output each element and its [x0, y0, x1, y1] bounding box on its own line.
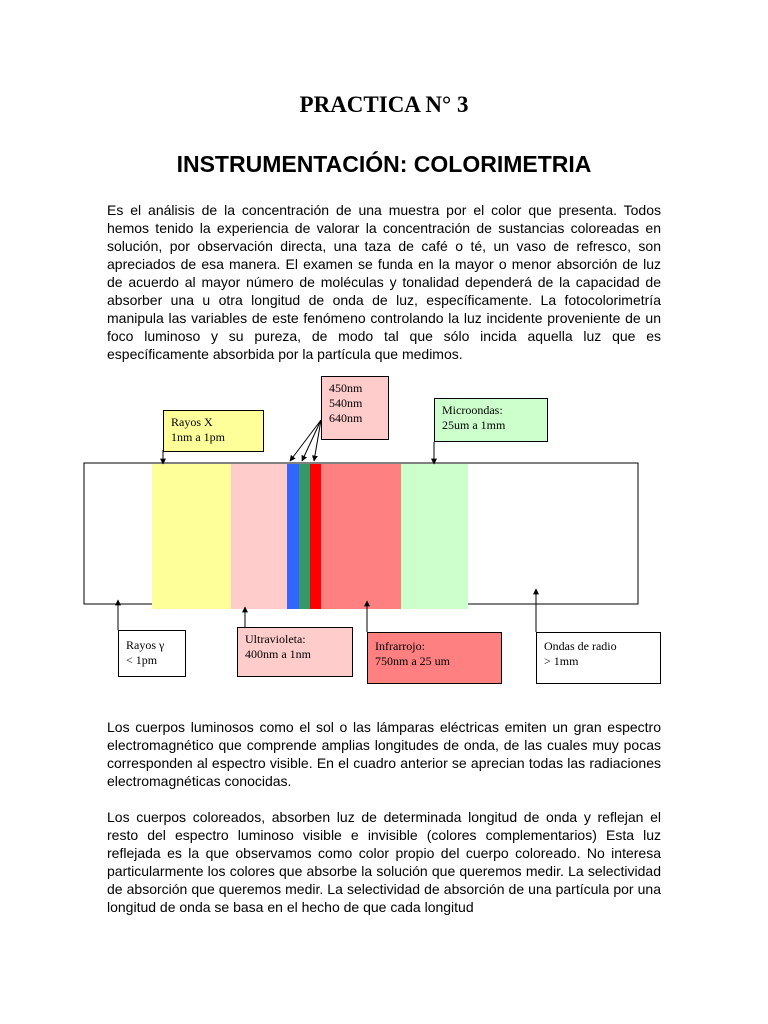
gamma-name-text: Rayos γ [126, 638, 165, 652]
xray-range-text: 1nm a 1pm [171, 430, 225, 444]
label-radio [536, 632, 661, 684]
band-red [310, 464, 321, 609]
page-title: PRACTICA N° 3 [299, 92, 469, 117]
visible-640-text: 640nm [329, 411, 363, 425]
colored-bodies-paragraph [107, 808, 661, 916]
radio-name-text: Ondas de radio [544, 639, 617, 653]
xray-name-text: Rayos X [171, 415, 213, 429]
band-ultraviolet [231, 464, 287, 609]
label-microwave [434, 398, 548, 442]
gamma-range-text: < 1pm [126, 653, 158, 667]
label-visible-wavelengths [321, 376, 389, 440]
label-ultraviolet [237, 627, 353, 677]
uv-name-text: Ultravioleta: [245, 632, 306, 646]
microwave-range-text: 25um a 1mm [442, 418, 506, 432]
label-gamma [118, 630, 186, 677]
label-infrared [367, 632, 502, 684]
arrow-blue [290, 420, 321, 461]
visible-540-text: 540nm [329, 396, 363, 410]
paragraph-text: Es el análisis de la concentración de una muestra por el color que presenta. Todos hemos tenido la experiencia de valorar la concentración de sustancias coloreadas en solución, por observación directa, una taza de café o té, un vaso de refresco, son apreciados de esa manera. El examen se funda en la mayor o menor absorción de luz de acuerdo al mayor número de moléculas y tonalidad dependerá de la capacidad de absorber una u otra longitud de onda de luz, específicamente. La fotocolorimetría manipula las variables de este fenómeno controlando la luz incidente proveniente de un foco luminoso y su pureza, de modo tal que sólo incida aquella luz que es específicamente absorbida por la partícula que medimos. [107, 202, 661, 362]
paragraph-text: Los cuerpos luminosos como el sol o las lámparas eléctricas emiten un gran espectro electromagnético que comprende amplias longitudes de onda, de las cuales muy pocas corresponden al espectro visible. En el cuadro anterior se aprecian todas las radiaciones electromagnéticas conocidas. [107, 719, 661, 789]
paragraph-text: Los cuerpos coloreados, absorben luz de determinada longitud de onda y reflejan el resto del espectro luminoso visible e invisible (colores complementarios) Esta luz reflejada es la que observamos como color propio del cuerpo coloreado. No interesa particularmente los colores que absorbe la solución que queremos medir. La selectividad de absorción que queremos medir. La selectividad de absorción de una partícula por una longitud de onda se basa en el hecho de que cada longitud [107, 809, 661, 915]
microwave-name-text: Microondas: [442, 403, 503, 417]
band-green [299, 464, 310, 609]
arrow-red [314, 420, 321, 461]
luminous-bodies-paragraph [107, 718, 661, 790]
visible-450-text: 450nm [329, 381, 363, 395]
label-xray [163, 410, 264, 452]
band-infrared [321, 464, 401, 609]
ir-name-text: Infrarrojo: [375, 639, 425, 653]
band-blue [287, 464, 299, 609]
radio-range-text: > 1mm [544, 654, 579, 668]
page-subtitle: INSTRUMENTACIÓN: COLORIMETRIA [176, 151, 592, 177]
band-xray [152, 464, 231, 609]
band-microwave [401, 464, 468, 609]
arrow-green [302, 420, 321, 461]
ir-range-text: 750nm a 25 um [375, 654, 450, 668]
uv-range-text: 400nm a 1nm [245, 647, 311, 661]
